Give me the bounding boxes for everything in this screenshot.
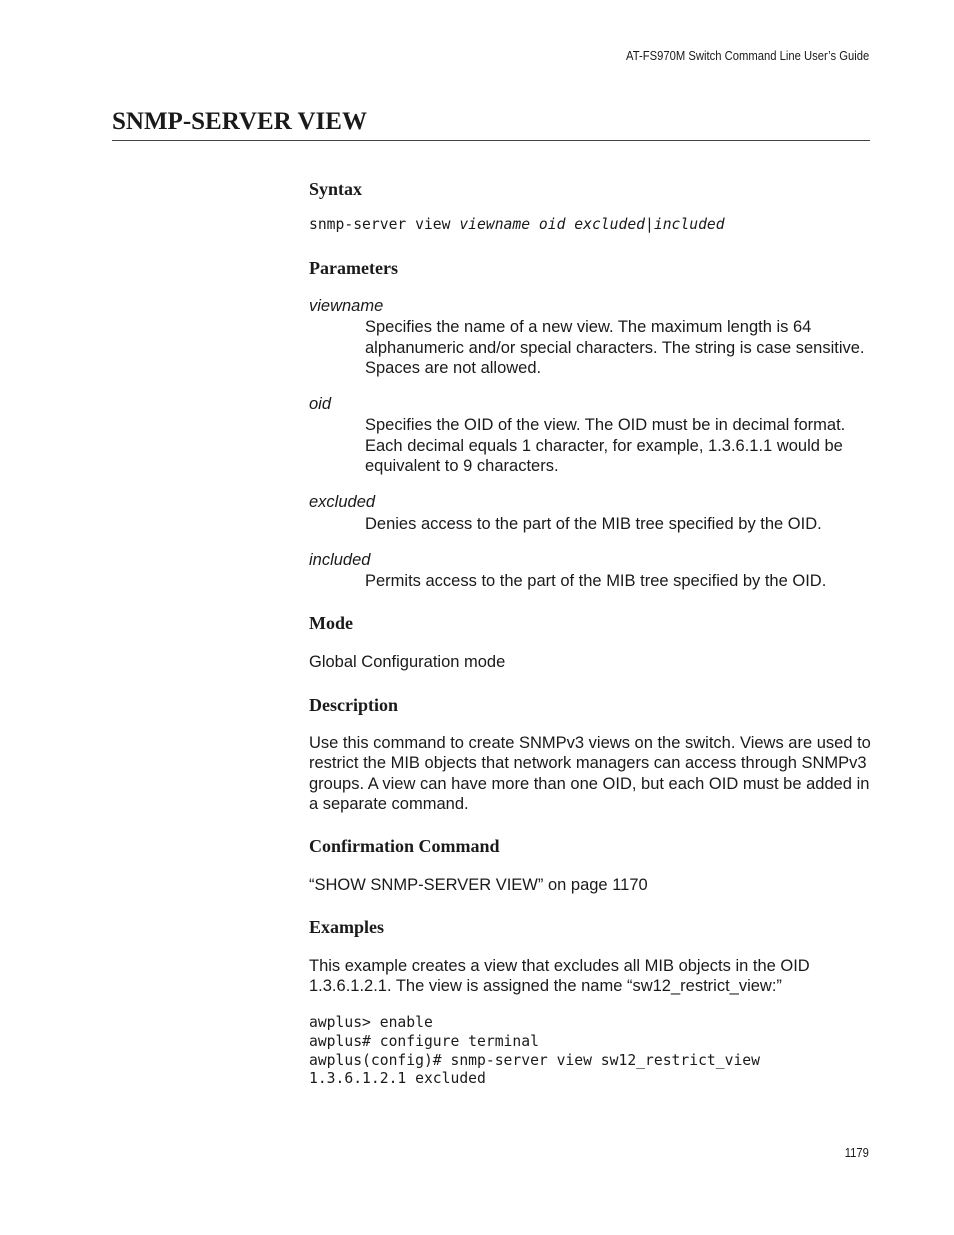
code-line: awplus> enable [309, 1014, 433, 1031]
running-header: AT-FS970M Switch Command Line User’s Guide [625, 49, 869, 63]
param-desc-oid: Specifies the OID of the view. The OID must be in decimal format. Each decimal equals 1 character, for example, 1.3.6.1.1 would be equivalent to 9 characters. [365, 416, 846, 476]
syntax-args: viewname oid excluded|included [459, 216, 725, 233]
confirmation-heading: Confirmation Command [309, 836, 500, 856]
param-desc-included: Permits access to the part of the MIB tree specified by the OID. [365, 572, 827, 590]
param-name-excluded: excluded [309, 493, 376, 511]
code-line: awplus(config)# snmp-server view sw12_restrict_view [309, 1051, 760, 1069]
param-name-included: included [309, 551, 371, 569]
param-desc-excluded: Denies access to the part of the MIB tree specified by the OID. [365, 515, 822, 533]
param-desc-viewname: Specifies the name of a new view. The maximum length is 64 alphanumeric and/or special characters. The string is case sensitive. Spaces are not allowed. [365, 318, 865, 378]
example-code-block [309, 1014, 760, 1089]
confirmation-link[interactable]: “SHOW SNMP-SERVER VIEW” on page 1170 [309, 876, 648, 894]
param-name-viewname: viewname [309, 297, 384, 315]
description-text: Use this command to create SNMPv3 views on the switch. Views are used to restrict the MIB objects that network managers can access through SNMPv3 groups. A view can have more than one OID, but each OID must be added in a separate command. [309, 734, 871, 814]
mode-text: Global Configuration mode [309, 653, 506, 671]
syntax-line [309, 216, 725, 235]
syntax-command: snmp-server view [309, 216, 460, 233]
mode-heading: Mode [309, 613, 353, 633]
page-title: SNMP-SERVER VIEW [112, 108, 367, 135]
page-number: 1179 [844, 1146, 869, 1160]
param-name-oid: oid [309, 395, 332, 413]
examples-heading: Examples [309, 917, 385, 937]
syntax-heading: Syntax [309, 179, 363, 199]
code-line: 1.3.6.1.2.1 excluded [309, 1070, 486, 1088]
description-heading: Description [309, 695, 398, 715]
examples-text: This example creates a view that excludes all MIB objects in the OID 1.3.6.1.2.1. The view is assigned the name “sw12_restrict_view:” [309, 957, 810, 996]
title-rule [112, 140, 870, 141]
code-line: awplus# configure terminal [309, 1032, 539, 1050]
parameters-heading: Parameters [309, 258, 398, 278]
